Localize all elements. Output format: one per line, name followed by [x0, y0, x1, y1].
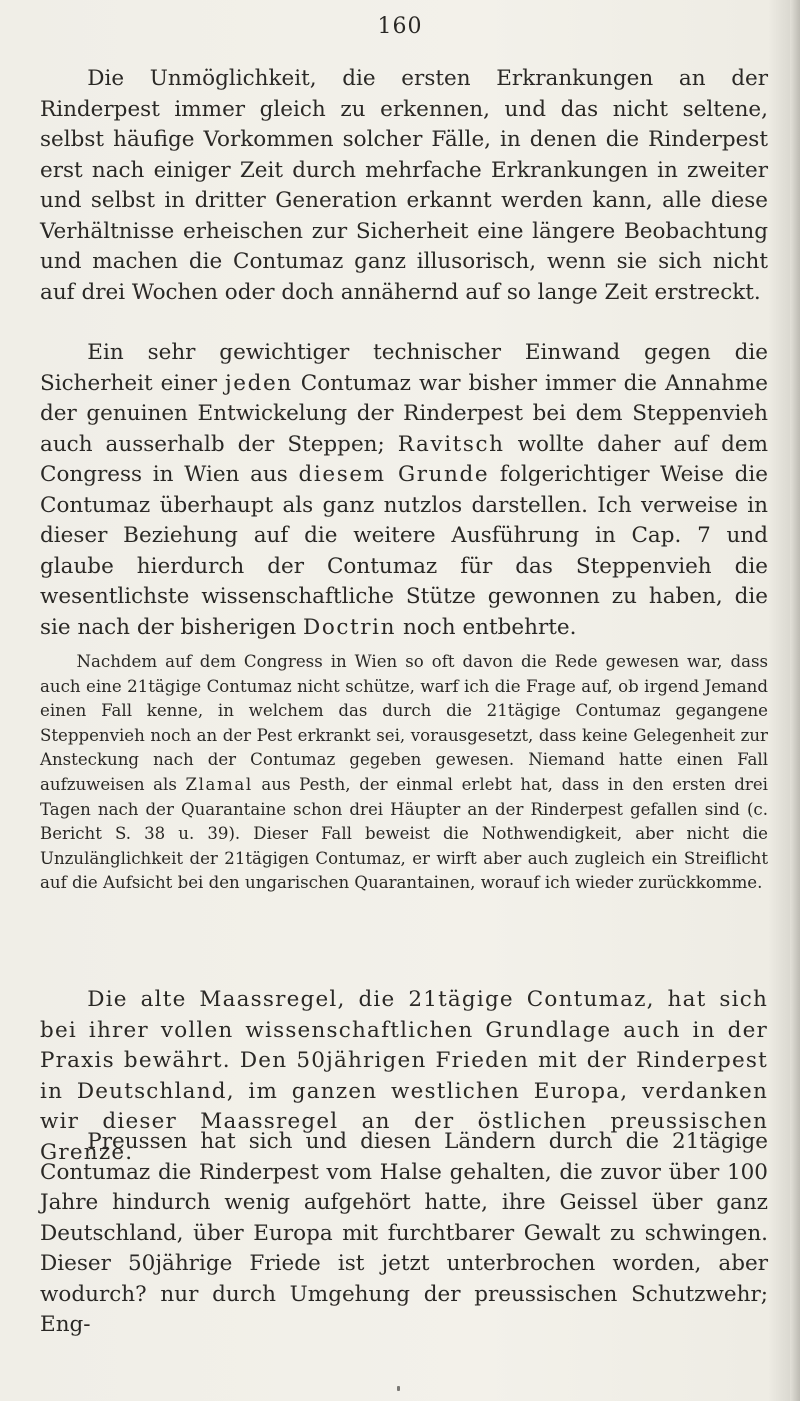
- paragraph-2-text-i: noch entbehrte.: [396, 614, 577, 640]
- ink-speck: [397, 1386, 400, 1391]
- name-zlamal: Zlamal: [185, 774, 253, 794]
- page-edge-shadow: [790, 0, 800, 1401]
- paragraph-2-text-g: folgerichtiger Weise die Contumaz überhaupt als ganz nutzlos darstellen. Ich verweise in dieser Beziehung auf die weitere Ausführung in Cap. 7 und glaube hierdurch der Contumaz für das Steppenvieh die wesentlichste wissenschaftliche Stütze gewonnen zu haben, die sie nach der bisherigen: [40, 462, 769, 640]
- footnote-text-a: Nachdem auf dem Congress in Wien so oft davon die Rede gewesen war, dass auch eine 21tägige Contumaz nicht schütze, warf ich die Frage auf, ob irgend Jemand einen Fall kenne, in welchem das durch die 21tägige Contumaz gegangene Steppenvieh noch an der Pest erkrankt sei, vorausgesetzt, dass keine Gelegenheit zur Ansteckung nach der Contumaz gegeben gewesen. Niemand hatte einen Fall aufzuweisen als: [40, 652, 768, 794]
- paragraph-2-text-c: Contumaz war bisher immer die Annahme der genuinen Entwickelung der Rinderpest bei dem Steppenvieh auch ausserhalb der Steppen;: [40, 370, 768, 457]
- paragraph-1: Die Unmöglichkeit, die ersten Erkrankungen an der Rinderpest immer gleich zu erkennen, und das nicht seltene, selbst häufige Vorkommen solcher Fälle, in denen die Rinderpest erst nach einiger Zeit durch mehrfache Erkrankungen in zweiter und selbst in dritter Generation erkannt werden kann, alle diese Verhältnisse erheischen zur Sicherheit eine längere Beobachtung und machen die Contumaz ganz illusorisch, wenn sie sich nicht auf drei Wochen oder doch annähernd auf so lange Zeit erstreckt.: [40, 66, 768, 305]
- page-number: 160: [377, 14, 423, 39]
- emphasis-doctrin: Doctrin: [303, 614, 397, 640]
- paragraph-2-text-e: wollte daher auf dem Congress in Wien aus: [40, 431, 768, 487]
- paragraph-5: Preussen hat sich und diesen Ländern durch die 21tägige Contumaz die Rinderpest vom Halse gehalten, die zuvor über 100 Jahre hindurch wenig aufgehört hatte, ihre Geissel über ganz Deutschland, über Europa mit furchtbarer Gewalt zu schwingen. Dieser 50jährige Friede ist jetzt unterbrochen worden, aber wodurch? nur durch Umgehung der preussischen Schutzwehr; Eng-: [40, 1129, 768, 1337]
- paragraph-2: [40, 338, 768, 643]
- footnote-text-c: aus Pesth, der einmal erlebt hat, dass in den ersten drei Tagen nach der Quarantaine schon drei Häupter an der Rinderpest gefallen sind (c. Bericht S. 38 u. 39). Dieser Fall beweist die Nothwendigkeit, aber nicht die Unzulänglichkeit der 21tägigen Contumaz, er wirft aber auch zugleich ein Streiflicht auf die Aufsicht bei den ungarischen Quarantainen, worauf ich wieder zurückkomme.: [40, 774, 768, 893]
- footnote-paragraph: [40, 650, 768, 896]
- paragraph-2-text-a: Ein sehr gewichtiger technischer Einwand gegen die Sicherheit einer: [40, 340, 768, 396]
- name-ravitsch: Ravitsch: [397, 431, 505, 457]
- emphasis-diesem-grunde: diesem Grunde: [298, 462, 490, 487]
- emphasis-jeden: jeden: [225, 370, 293, 396]
- paragraph-4: Die alte Maassregel, die 21tägige Contumaz, hat sich bei ihrer vollen wissenschaftlichen Grundlage auch in der Praxis bewährt. Den 50jährigen Frieden mit der Rinderpest in Deutschland, im ganzen westlichen Europa, verdanken wir dieser Maassregel an der östlichen preussischen Grenze.: [40, 987, 768, 1165]
